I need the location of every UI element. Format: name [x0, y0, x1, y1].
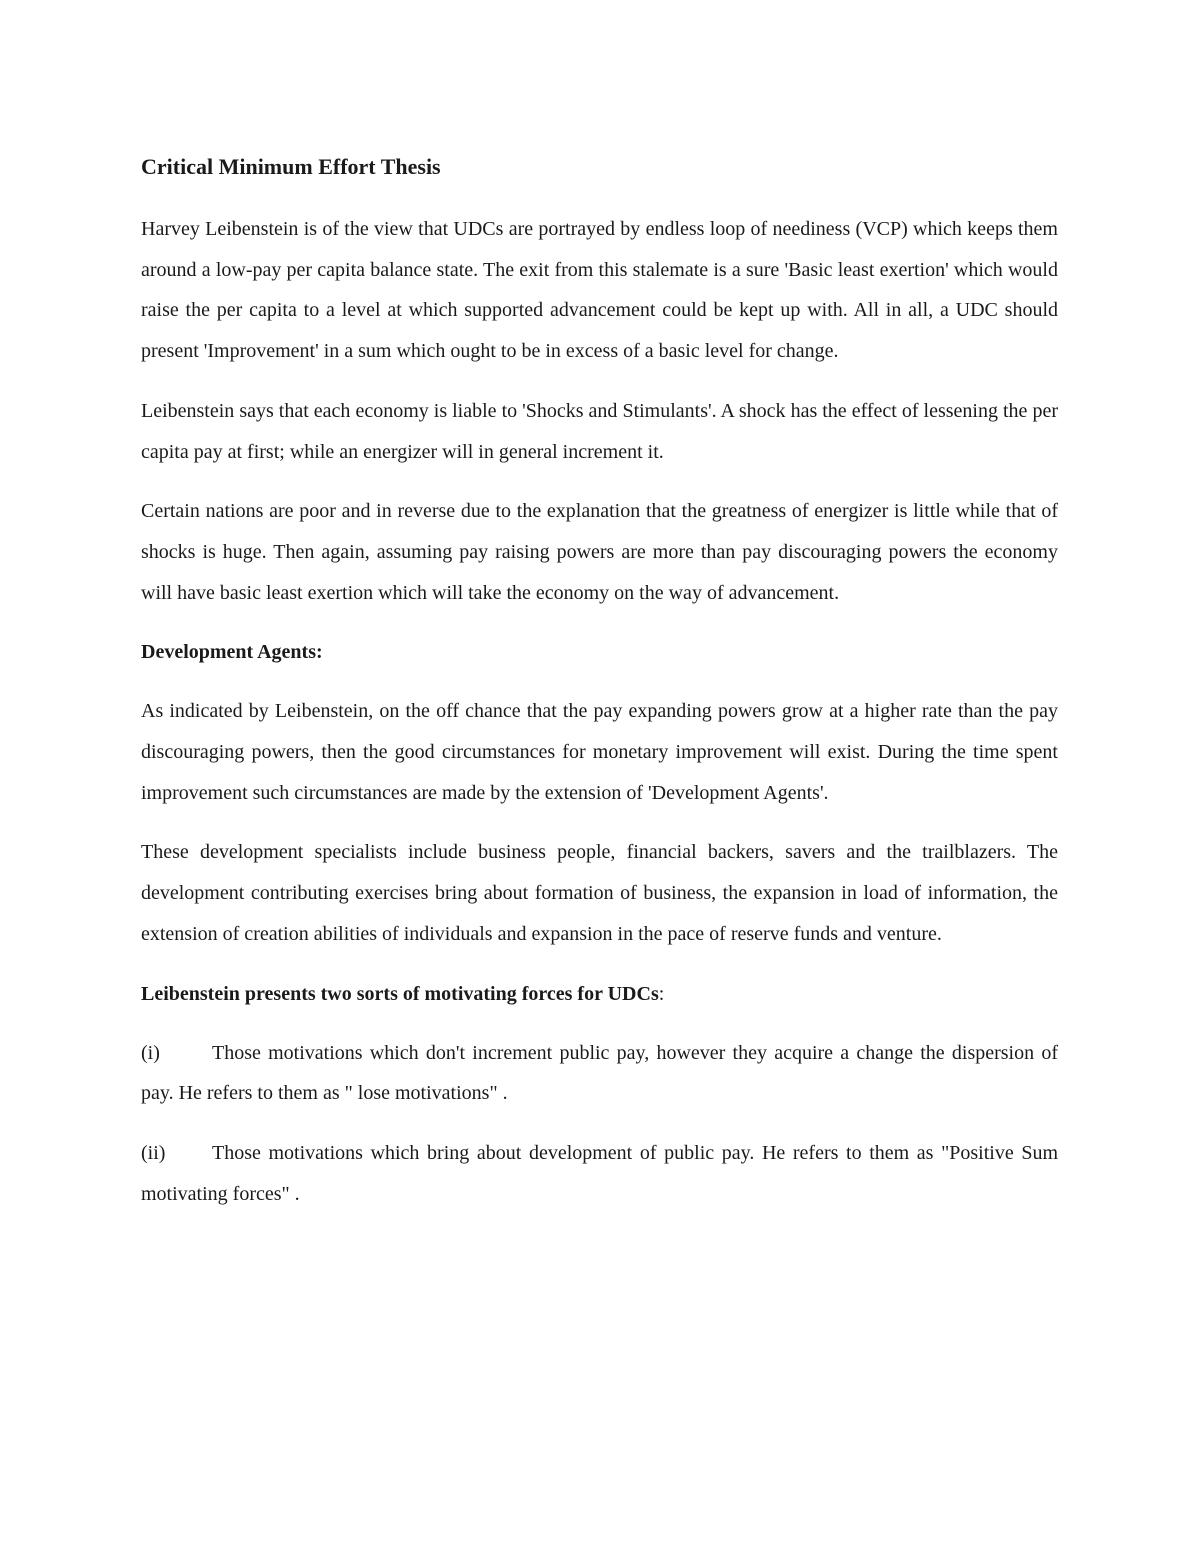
document-page [141, 150, 1058, 1233]
heading-motivating-forces [141, 974, 1058, 1014]
list-item-text: Those motivations which bring about development of public pay. He refers to them as "Positive Sum motivating forces" . [141, 1141, 1058, 1205]
list-item [141, 1033, 1058, 1114]
paragraph-vicious-circle: Harvey Leibenstein is of the view that UDCs are portrayed by endless loop of neediness (VCP) which keeps them around a low-pay per capita balance state. The exit from this stalemate is a sure 'Basic least exertion' which would raise the per capita to a level at which supported advancement could be kept up with. All in all, a UDC should present 'Improvement' in a sum which ought to be in excess of a basic level for change. [141, 218, 1058, 363]
list-item-text: Those motivations which don't increment public pay, however they acquire a change the dispersion of pay. He refers to them as " lose motivations" . [141, 1041, 1058, 1105]
list-item [141, 1133, 1058, 1214]
list-item-marker: (i) [141, 1041, 160, 1064]
heading-development-agents: Development Agents: [141, 641, 323, 664]
paragraph-agents-intro: As indicated by Leibenstein, on the off chance that the pay expanding powers grow at a higher rate than the pay discouraging powers, then the good circumstances for monetary improvement will exist. During the time spent improvement such circumstances are made by the extension of 'Development Agents'. [141, 700, 1058, 804]
document-title: Critical Minimum Effort Thesis [141, 154, 441, 179]
paragraph-poor-nations: Certain nations are poor and in reverse due to the explanation that the greatness of energizer is little while that of shocks is huge. Then again, assuming pay raising powers are more than pay discouraging powers the economy will have basic least exertion which will take the economy on the way of advancement. [141, 500, 1058, 604]
list-item-marker: (ii) [141, 1141, 166, 1164]
heading-motivating-forces-colon: : [658, 982, 665, 1005]
paragraph-shocks-stimulants: Leibenstein says that each economy is liable to 'Shocks and Stimulants'. A shock has the effect of lessening the per capita pay at first; while an energizer will in general increment it. [141, 399, 1058, 463]
heading-motivating-forces-text: Leibenstein presents two sorts of motivating forces for UDCs [141, 982, 659, 1005]
paragraph-agents-specialists: These development specialists include business people, financial backers, savers and the trailblazers. The development contributing exercises bring about formation of business, the expansion in load of information, the extension of creation abilities of individuals and expansion in the pace of reserve funds and venture. [141, 841, 1058, 945]
